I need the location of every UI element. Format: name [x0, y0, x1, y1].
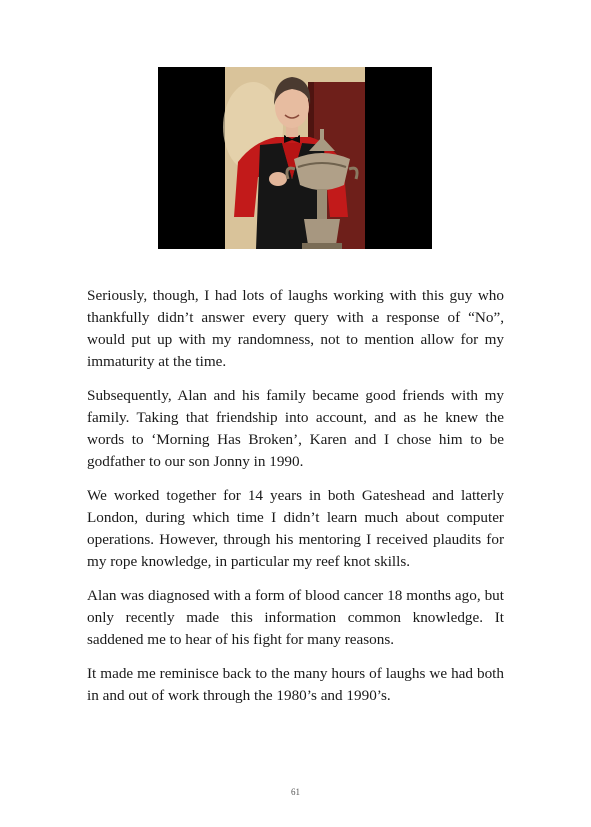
trophy-photo-illustration	[158, 67, 432, 249]
paragraph: We worked together for 14 years in both Gateshead and latterly London, during which time I didn’t learn much about computer operations. However, through his mentoring I received plaudits for my rope knowledge, in particular my reef knot skills.	[87, 487, 504, 570]
photo-man-with-trophy	[158, 67, 432, 249]
paragraph: It made me reminisce back to the many hours of laughs we had both in and out of work through the 1980’s and 1990’s.	[87, 665, 504, 704]
body-text	[87, 285, 504, 719]
paragraph: Subsequently, Alan and his family became good friends with my family. Taking that friendship into account, and as he knew the words to ‘Morning Has Broken’, Karen and I chose him to be godfather to our son Jonny in 1990.	[87, 387, 504, 470]
paragraph: Alan was diagnosed with a form of blood cancer 18 months ago, but only recently made this information common knowledge. It saddened me to hear of his fight for many reasons.	[87, 587, 504, 648]
page-number: 61	[291, 787, 300, 797]
paragraph: Seriously, though, I had lots of laughs working with this guy who thankfully didn’t answer every query with a response of “No”, would put up with my randomness, not to mention allow for my immaturity at the time.	[87, 287, 504, 370]
